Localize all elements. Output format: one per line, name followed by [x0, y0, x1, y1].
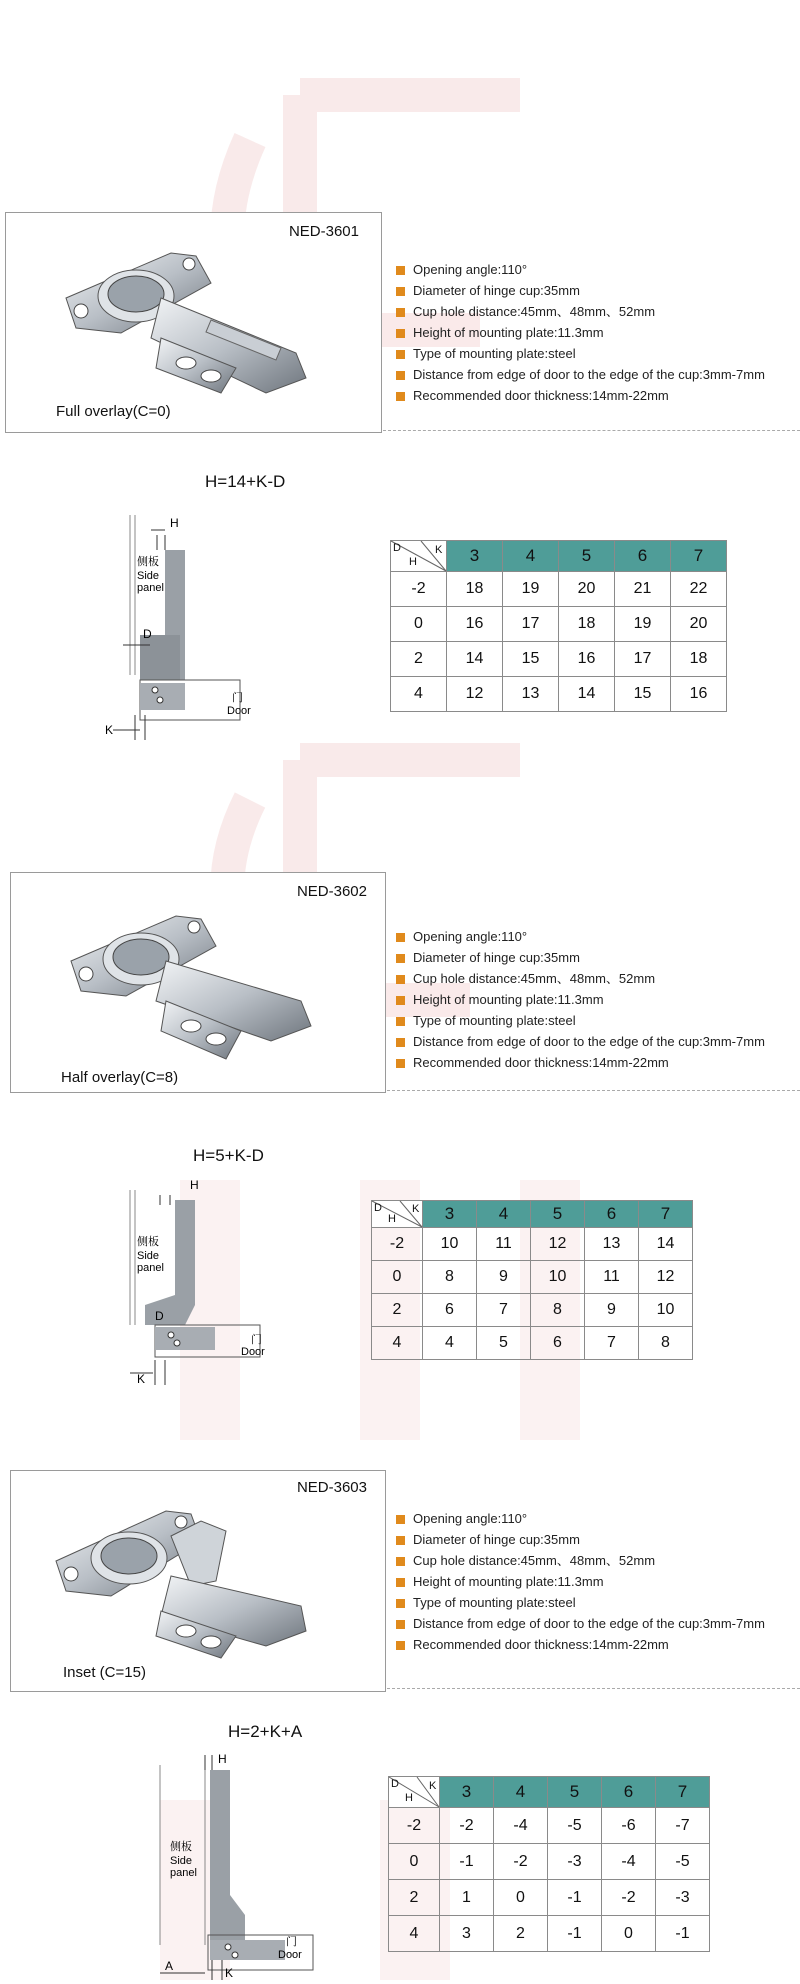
label-side-zh: 侧板: [137, 555, 159, 568]
table-corner: D H K: [372, 1201, 423, 1228]
spec-item: Distance from edge of door to the edge of the cup:3mm-7mm: [396, 1031, 765, 1052]
k-header: 4: [477, 1201, 531, 1228]
table-row: -2 -2 -4 -5 -6 -7: [389, 1808, 710, 1844]
label-door: Door: [278, 1949, 302, 1961]
k-header: 6: [602, 1777, 656, 1808]
label-panel: panel: [170, 1867, 197, 1879]
overlay-caption: Full overlay(C=0): [56, 403, 171, 420]
spec-item: Height of mounting plate:11.3mm: [396, 1571, 765, 1592]
label-door: Door: [241, 1346, 265, 1358]
overlay-caption: Inset (C=15): [63, 1664, 146, 1681]
spec-item: Distance from edge of door to the edge of the cup:3mm-7mm: [396, 364, 765, 385]
bullet-icon: [396, 350, 405, 359]
bullet-icon: [396, 1641, 405, 1650]
spec-item: Diameter of hinge cup:35mm: [396, 1529, 765, 1550]
spec-list: [396, 926, 765, 1073]
spec-item: Opening angle:110°: [396, 1508, 765, 1529]
k-header: 7: [671, 541, 727, 572]
dimension-table: [388, 1776, 710, 1952]
product-code: NED-3602: [296, 883, 367, 900]
bullet-icon: [396, 1620, 405, 1629]
k-header: 4: [503, 541, 559, 572]
label-k: K: [105, 723, 114, 737]
k-header: 6: [615, 541, 671, 572]
label-k: K: [137, 1372, 146, 1386]
installation-diagram: [150, 1745, 320, 1980]
bullet-icon: [396, 996, 405, 1005]
spec-item: Type of mounting plate:steel: [396, 1010, 765, 1031]
label-side: Side: [137, 1250, 160, 1262]
label-d: D: [155, 1309, 164, 1323]
installation-diagram: [95, 505, 251, 745]
bullet-icon: [396, 308, 405, 317]
spec-item: Cup hole distance:45mm、48mm、52mm: [396, 301, 765, 322]
spec-item: Height of mounting plate:11.3mm: [396, 989, 765, 1010]
table-row: 4 4 5 6 7 8: [372, 1327, 693, 1360]
label-side: Side: [137, 570, 160, 582]
installation-diagram: [115, 1175, 265, 1390]
k-header: 5: [548, 1777, 602, 1808]
spec-item: Cup hole distance:45mm、48mm、52mm: [396, 968, 765, 989]
dimension-table: [371, 1200, 693, 1360]
label-door-zh: 门: [232, 691, 243, 704]
dimension-table: [390, 540, 727, 712]
k-header: 3: [440, 1777, 494, 1808]
table-row: 4 3 2 -1 0 -1: [389, 1916, 710, 1952]
bullet-icon: [396, 329, 405, 338]
hinge-photo: [51, 1486, 321, 1661]
product-code: NED-3603: [296, 1479, 367, 1496]
label-h: H: [190, 1178, 199, 1192]
table-corner: D H K: [389, 1777, 440, 1808]
label-door-zh: 门: [251, 1333, 262, 1346]
k-header: 3: [447, 541, 503, 572]
bullet-icon: [396, 1059, 405, 1068]
bullet-icon: [396, 1017, 405, 1026]
k-header: 4: [494, 1777, 548, 1808]
bullet-icon: [396, 287, 405, 296]
spec-item: Diameter of hinge cup:35mm: [396, 947, 765, 968]
spec-item: Distance from edge of door to the edge of the cup:3mm-7mm: [396, 1613, 765, 1634]
spec-item: Recommended door thickness:14mm-22mm: [396, 1052, 765, 1073]
product-code: NED-3601: [288, 223, 359, 240]
spec-item: Recommended door thickness:14mm-22mm: [396, 1634, 765, 1655]
label-h: H: [218, 1752, 227, 1766]
formula: H=5+K-D: [193, 1146, 264, 1165]
bullet-icon: [396, 1515, 405, 1524]
table-row: 0 -1 -2 -3 -4 -5: [389, 1844, 710, 1880]
label-a: A: [165, 1959, 174, 1973]
overlay-caption: Half overlay(C=8): [61, 1069, 179, 1086]
spec-item: Type of mounting plate:steel: [396, 1592, 765, 1613]
label-k: K: [225, 1966, 234, 1980]
table-row: 2 1 0 -1 -2 -3: [389, 1880, 710, 1916]
table-row: 0 8 9 10 11 12: [372, 1261, 693, 1294]
table-corner: D H K: [391, 541, 447, 572]
table-row: 0 16 17 18 19 20: [391, 607, 727, 642]
hinge-photo: [66, 891, 326, 1061]
product-card: [5, 212, 382, 433]
table-row: 2 6 7 8 9 10: [372, 1294, 693, 1327]
spec-item: Opening angle:110°: [396, 926, 765, 947]
k-header: 6: [585, 1201, 639, 1228]
bullet-icon: [396, 1038, 405, 1047]
label-side-zh: 侧板: [137, 1235, 159, 1248]
spec-item: Diameter of hinge cup:35mm: [396, 280, 765, 301]
section-divider: [387, 1688, 800, 1689]
product-card: [10, 872, 386, 1093]
spec-item: Recommended door thickness:14mm-22mm: [396, 385, 765, 406]
spec-item: Height of mounting plate:11.3mm: [396, 322, 765, 343]
label-panel: panel: [137, 1262, 164, 1274]
table-row: 4 12 13 14 15 16: [391, 677, 727, 712]
section-divider: [387, 1090, 800, 1091]
table-row: -2 18 19 20 21 22: [391, 572, 727, 607]
bullet-icon: [396, 954, 405, 963]
k-header: 7: [639, 1201, 693, 1228]
formula: H=14+K-D: [205, 472, 286, 491]
label-side: Side: [170, 1855, 193, 1867]
label-door-zh: 门: [286, 1935, 297, 1948]
bullet-icon: [396, 392, 405, 401]
hinge-photo: [61, 228, 321, 398]
bullet-icon: [396, 371, 405, 380]
table-row: -2 10 11 12 13 14: [372, 1228, 693, 1261]
label-panel: panel: [137, 582, 164, 594]
bullet-icon: [396, 1578, 405, 1587]
bullet-icon: [396, 933, 405, 942]
spec-list: [396, 1508, 765, 1655]
k-header: 5: [531, 1201, 585, 1228]
spec-item: Type of mounting plate:steel: [396, 343, 765, 364]
spec-list: [396, 259, 765, 406]
label-door: Door: [227, 705, 251, 717]
bullet-icon: [396, 1557, 405, 1566]
label-h: H: [170, 516, 179, 530]
k-header: 3: [423, 1201, 477, 1228]
k-header: 5: [559, 541, 615, 572]
bullet-icon: [396, 1599, 405, 1608]
formula: H=2+K+A: [228, 1722, 303, 1741]
table-row: 2 14 15 16 17 18: [391, 642, 727, 677]
spec-item: Cup hole distance:45mm、48mm、52mm: [396, 1550, 765, 1571]
product-card: [10, 1470, 386, 1692]
section-divider: [383, 430, 800, 431]
spec-item: Opening angle:110°: [396, 259, 765, 280]
label-d: D: [143, 627, 152, 641]
bullet-icon: [396, 266, 405, 275]
k-header: 7: [656, 1777, 710, 1808]
label-side-zh: 侧板: [170, 1840, 192, 1853]
bullet-icon: [396, 975, 405, 984]
bullet-icon: [396, 1536, 405, 1545]
